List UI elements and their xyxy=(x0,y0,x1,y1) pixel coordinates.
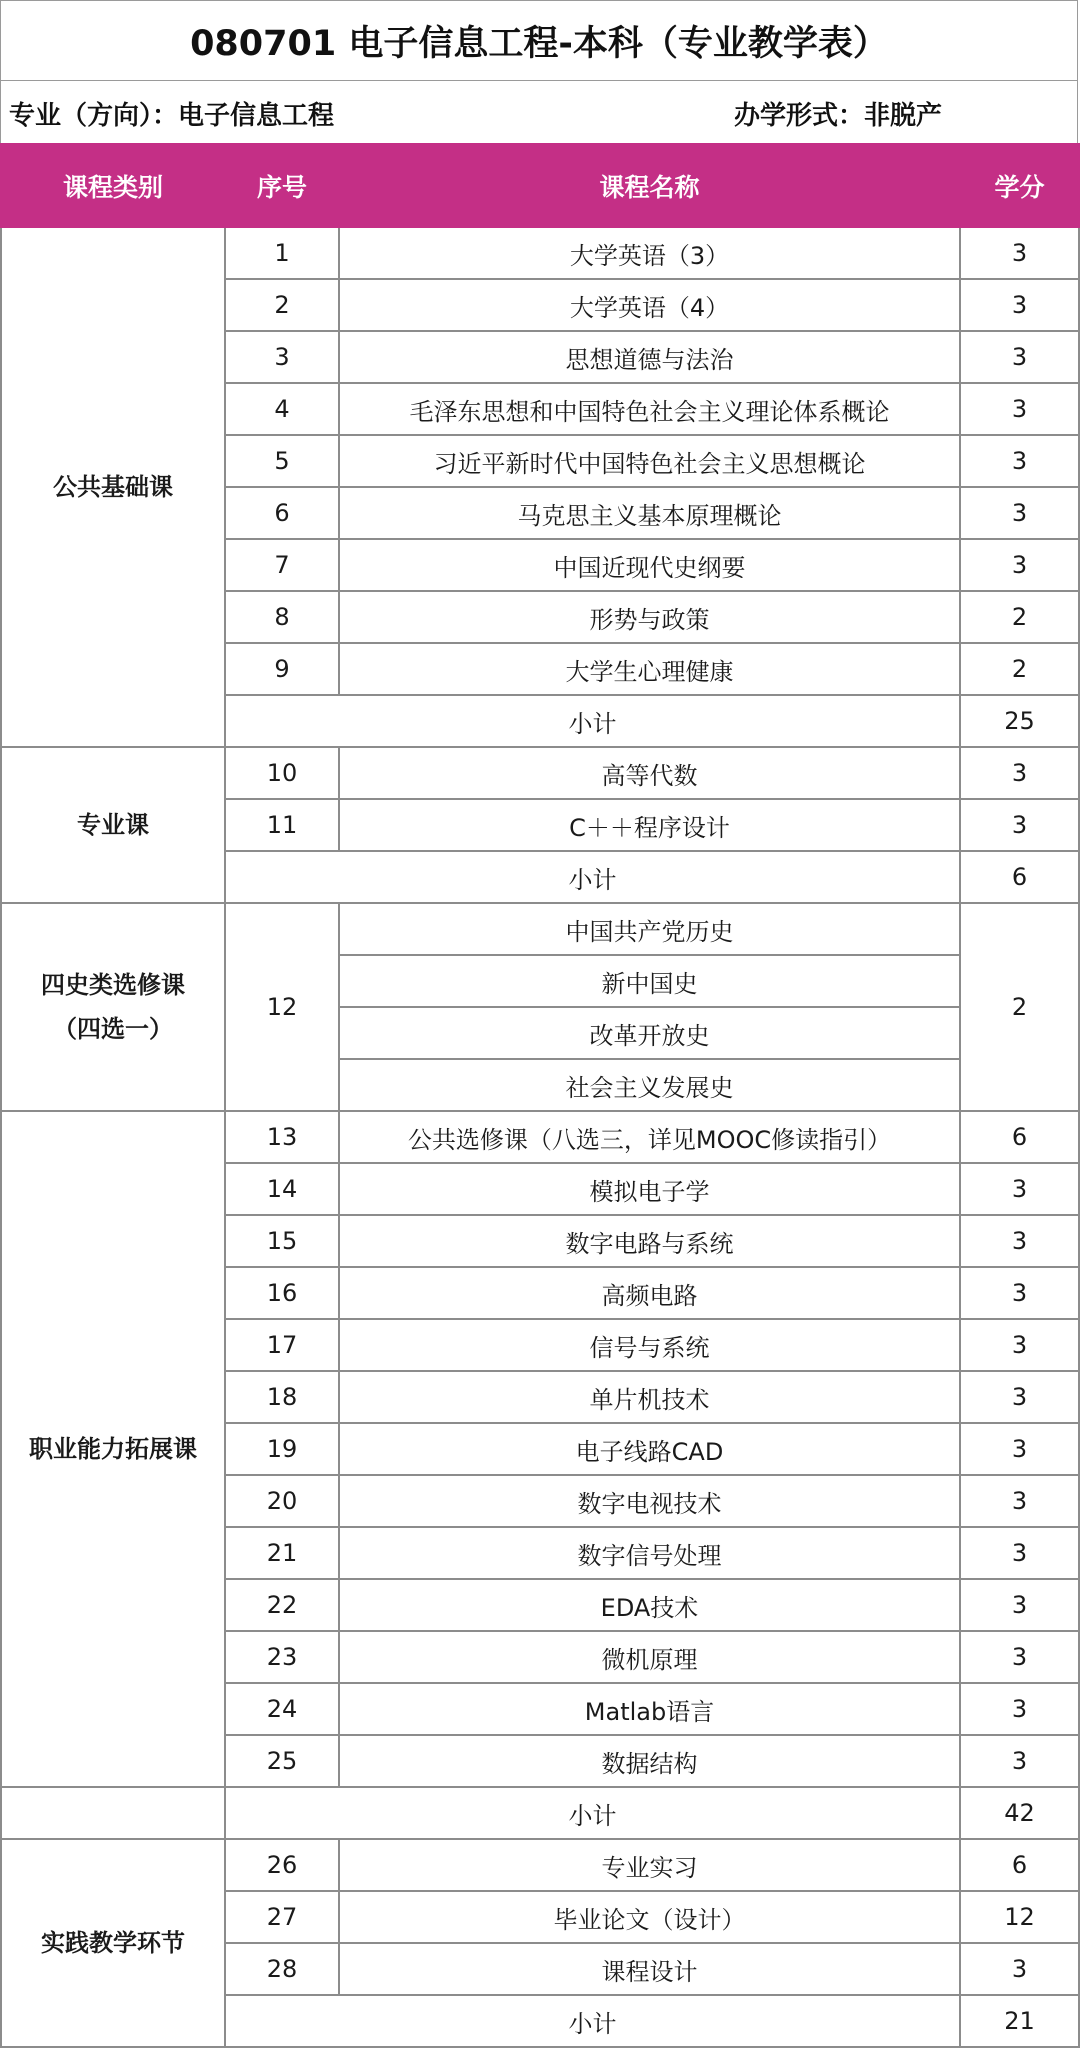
course-name: 大学英语（3） xyxy=(339,227,960,279)
course-number: 9 xyxy=(225,643,339,695)
course-name: 思想道德与法治 xyxy=(339,331,960,383)
course-number: 4 xyxy=(225,383,339,435)
header-category: 课程类别 xyxy=(1,144,225,227)
course-credit: 3 xyxy=(960,1267,1079,1319)
course-option: 中国共产党历史 xyxy=(339,903,960,955)
course-name: 课程设计 xyxy=(339,1943,960,1995)
course-name: 高频电路 xyxy=(339,1267,960,1319)
course-name: 模拟电子学 xyxy=(339,1163,960,1215)
subtotal-label: 小计 xyxy=(225,1787,960,1839)
course-number: 1 xyxy=(225,227,339,279)
course-credit: 3 xyxy=(960,1683,1079,1735)
course-number: 22 xyxy=(225,1579,339,1631)
course-name: 专业实习 xyxy=(339,1839,960,1891)
course-number: 28 xyxy=(225,1943,339,1995)
course-name: 数字电视技术 xyxy=(339,1475,960,1527)
course-credit: 3 xyxy=(960,279,1079,331)
course-number: 11 xyxy=(225,799,339,851)
course-credit: 3 xyxy=(960,799,1079,851)
course-option: 新中国史 xyxy=(339,955,960,1007)
course-name: 信号与系统 xyxy=(339,1319,960,1371)
course-credit: 3 xyxy=(960,1371,1079,1423)
course-credit: 6 xyxy=(960,1839,1079,1891)
course-name: 形势与政策 xyxy=(339,591,960,643)
course-name: 高等代数 xyxy=(339,747,960,799)
table-header-row xyxy=(1,144,1079,227)
curriculum-table xyxy=(0,143,1080,2048)
course-name: 数字电路与系统 xyxy=(339,1215,960,1267)
header-credits: 学分 xyxy=(960,144,1079,227)
subtotal-value: 25 xyxy=(960,695,1079,747)
major-label: 专业（方向）：电子信息工程 xyxy=(9,101,335,131)
course-number: 7 xyxy=(225,539,339,591)
category-line: （四选一） xyxy=(53,1015,173,1043)
course-option: 社会主义发展史 xyxy=(339,1059,960,1111)
course-number: 12 xyxy=(225,903,339,1111)
subtotal-value: 21 xyxy=(960,1995,1079,2047)
course-name: Matlab语言 xyxy=(339,1683,960,1735)
course-credit: 3 xyxy=(960,1163,1079,1215)
info-bar xyxy=(0,81,1078,143)
course-name: 微机原理 xyxy=(339,1631,960,1683)
course-credit: 3 xyxy=(960,1215,1079,1267)
course-number: 27 xyxy=(225,1891,339,1943)
table-row xyxy=(1,1111,1079,1163)
course-credit: 3 xyxy=(960,1735,1079,1787)
category-career-expansion: 职业能力拓展课 xyxy=(1,1111,225,1787)
course-credit: 3 xyxy=(960,1579,1079,1631)
table-row xyxy=(1,747,1079,799)
table-row xyxy=(1,227,1079,279)
course-name: 公共选修课（八选三，详见MOOC修读指引） xyxy=(339,1111,960,1163)
course-credit: 2 xyxy=(960,903,1079,1111)
course-name: C＋＋程序设计 xyxy=(339,799,960,851)
course-credit: 3 xyxy=(960,1475,1079,1527)
course-credit: 3 xyxy=(960,539,1079,591)
course-number: 18 xyxy=(225,1371,339,1423)
course-number: 6 xyxy=(225,487,339,539)
course-credit: 3 xyxy=(960,227,1079,279)
course-name: 单片机技术 xyxy=(339,1371,960,1423)
course-name: 数字信号处理 xyxy=(339,1527,960,1579)
header-course-name: 课程名称 xyxy=(339,144,960,227)
category-line: 四史类选修课 xyxy=(41,971,185,999)
header-number: 序号 xyxy=(225,144,339,227)
course-name: 电子线路CAD xyxy=(339,1423,960,1475)
page-title: 080701 电子信息工程-本科（专业教学表） xyxy=(0,0,1078,81)
course-number: 23 xyxy=(225,1631,339,1683)
course-credit: 12 xyxy=(960,1891,1079,1943)
course-name: EDA技术 xyxy=(339,1579,960,1631)
course-name: 毛泽东思想和中国特色社会主义理论体系概论 xyxy=(339,383,960,435)
course-credit: 2 xyxy=(960,591,1079,643)
course-number: 19 xyxy=(225,1423,339,1475)
subtotal-label: 小计 xyxy=(225,1995,960,2047)
category-public-basic: 公共基础课 xyxy=(1,227,225,747)
course-number: 2 xyxy=(225,279,339,331)
course-credit: 3 xyxy=(960,747,1079,799)
course-credit: 3 xyxy=(960,1319,1079,1371)
course-credit: 2 xyxy=(960,643,1079,695)
course-name: 马克思主义基本原理概论 xyxy=(339,487,960,539)
category-professional: 专业课 xyxy=(1,747,225,903)
study-mode-label: 办学形式：非脱产 xyxy=(734,101,943,131)
course-number: 5 xyxy=(225,435,339,487)
course-credit: 3 xyxy=(960,1423,1079,1475)
subtotal-label: 小计 xyxy=(225,695,960,747)
course-number: 13 xyxy=(225,1111,339,1163)
course-number: 3 xyxy=(225,331,339,383)
course-number: 25 xyxy=(225,1735,339,1787)
course-name: 大学英语（4） xyxy=(339,279,960,331)
empty-category-cell xyxy=(1,1787,225,1839)
subtotal-value: 6 xyxy=(960,851,1079,903)
course-number: 16 xyxy=(225,1267,339,1319)
course-number: 26 xyxy=(225,1839,339,1891)
course-credit: 3 xyxy=(960,1527,1079,1579)
course-credit: 3 xyxy=(960,435,1079,487)
table-row xyxy=(1,903,1079,955)
category-practice: 实践教学环节 xyxy=(1,1839,225,2047)
subtotal-label: 小计 xyxy=(225,851,960,903)
course-number: 17 xyxy=(225,1319,339,1371)
table-row xyxy=(1,1839,1079,1891)
course-name: 数据结构 xyxy=(339,1735,960,1787)
course-number: 10 xyxy=(225,747,339,799)
course-number: 15 xyxy=(225,1215,339,1267)
subtotal-value: 42 xyxy=(960,1787,1079,1839)
course-number: 14 xyxy=(225,1163,339,1215)
course-credit: 6 xyxy=(960,1111,1079,1163)
course-option: 改革开放史 xyxy=(339,1007,960,1059)
category-four-histories xyxy=(1,903,225,1111)
course-number: 8 xyxy=(225,591,339,643)
course-credit: 3 xyxy=(960,1631,1079,1683)
course-credit: 3 xyxy=(960,487,1079,539)
course-number: 24 xyxy=(225,1683,339,1735)
course-name: 大学生心理健康 xyxy=(339,643,960,695)
subtotal-row xyxy=(1,1787,1079,1839)
course-credit: 3 xyxy=(960,383,1079,435)
course-number: 20 xyxy=(225,1475,339,1527)
course-name: 中国近现代史纲要 xyxy=(339,539,960,591)
course-number: 21 xyxy=(225,1527,339,1579)
course-credit: 3 xyxy=(960,1943,1079,1995)
course-name: 习近平新时代中国特色社会主义思想概论 xyxy=(339,435,960,487)
course-credit: 3 xyxy=(960,331,1079,383)
course-name: 毕业论文（设计） xyxy=(339,1891,960,1943)
